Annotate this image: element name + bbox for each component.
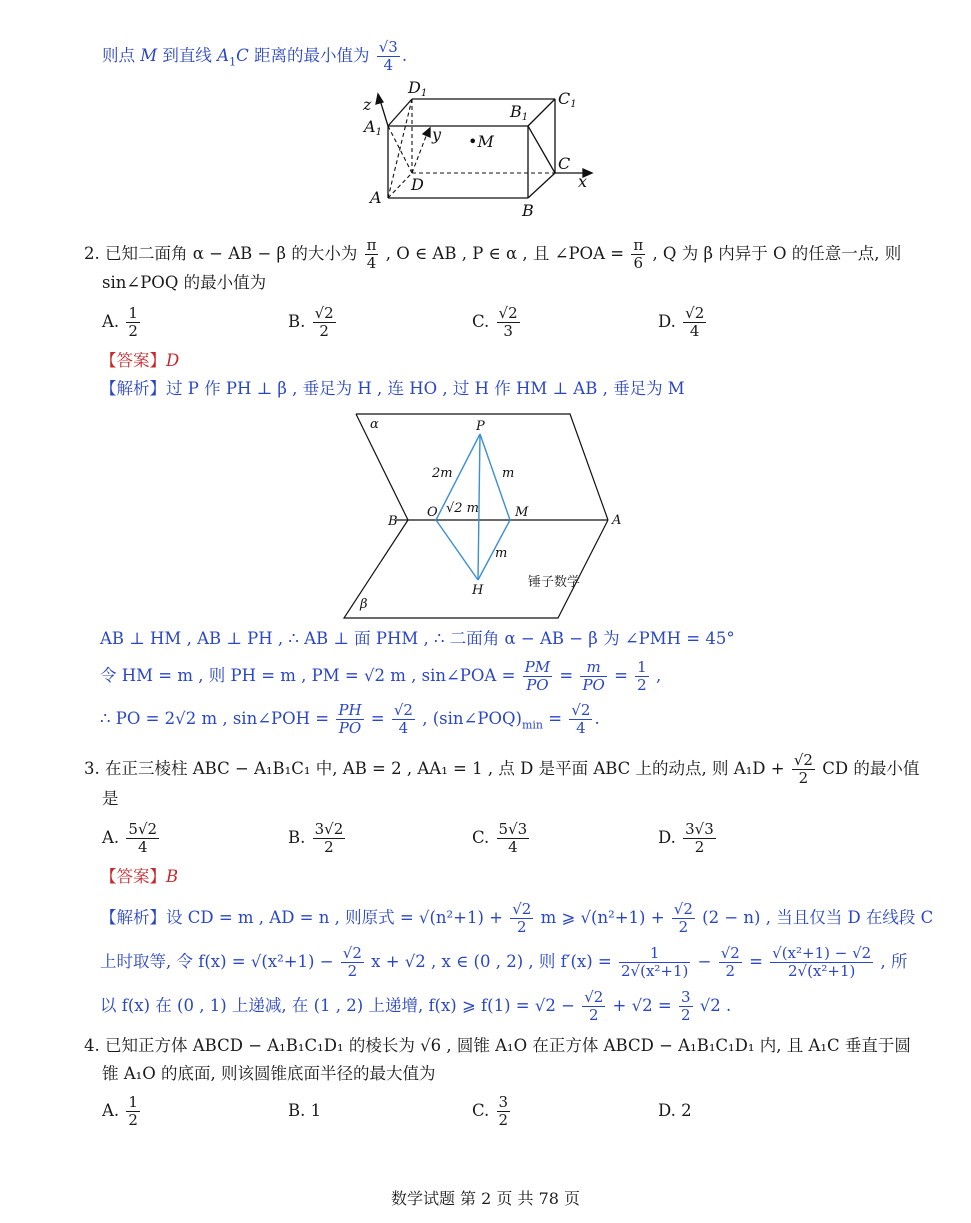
label-P: P	[476, 419, 485, 434]
edge-B1C	[528, 126, 555, 173]
q3-analysis-line1: 【解析】设 CD = m , AD = n , 则原式 = √(n²+1) + $\frac{√2}{2}$ m ⩾ √(n²+1) + $\frac{√2}{2}$ (2 − n) , 当且仅当 D 在线段 C	[100, 900, 934, 936]
label-D1: D1	[408, 78, 428, 99]
q1-conclusion: 则点 M 到直线 $A_1C$ 距离的最小值为 $\frac{√3}{4}$ .	[102, 38, 408, 74]
q4-stem-line1: 4. 已知正方体 ABCD − A₁B₁C₁D₁ 的棱长为 √6 , 圆锥 A₁O 在正方体 ABCD − A₁B₁C₁D₁ 内, 且 A₁C 垂直于圆	[84, 1036, 911, 1055]
axis-z	[380, 100, 388, 126]
q2-option-b[interactable]: B. $\frac{√2}{2}$	[288, 304, 334, 340]
label-C1: C1	[558, 89, 577, 110]
label-M: •M	[468, 132, 494, 151]
plane-beta	[344, 520, 608, 618]
label-H: H	[472, 583, 484, 598]
label-D: D	[411, 175, 424, 194]
edge-AD-dashed	[388, 173, 412, 198]
q2-option-c[interactable]: C. $\frac{√2}{3}$	[472, 304, 518, 340]
label-B1: B1	[510, 102, 529, 123]
label-PM-length: m	[502, 466, 515, 481]
label-PO-length: 2m	[432, 466, 453, 481]
q2-stem-line1: 2. 已知二面角 α − AB − β 的大小为 $\frac{\pi}{4}$ , O ∈ AB , P ∈ α , 且 ∠POA = $\frac{\pi}{6}$ , Q 为 β 内异于 O 的任意一点, 则	[84, 236, 902, 272]
plane-alpha-left	[356, 414, 408, 520]
q4-option-c[interactable]: C. $\frac{3}{2}$	[472, 1093, 509, 1129]
q2-answer: 【答案】D	[100, 351, 180, 370]
q3-option-d[interactable]: D. $\frac{3√3}{2}$	[658, 820, 714, 856]
watermark: 锤子数学	[528, 575, 581, 590]
q3-stem-line2: 是	[102, 789, 119, 808]
axis-y-dashed	[412, 131, 428, 173]
label-C: C	[558, 154, 571, 173]
edge-BC	[528, 173, 555, 198]
segment-OH	[436, 520, 478, 580]
axis-z-arrow	[376, 94, 383, 104]
q2-analysis-line2: AB ⊥ HM , AB ⊥ PH , ∴ AB ⊥ 面 PHM , ∴ 二面角 α − AB − β 为 ∠PMH = 45°	[100, 629, 735, 648]
label-M: M	[515, 505, 529, 520]
q3-option-a[interactable]: A. $\frac{5√2}{4}$	[102, 820, 158, 856]
label-A: A	[612, 513, 622, 528]
label-OM-length: √2 m	[446, 501, 480, 516]
label-A: A	[370, 188, 382, 207]
label-alpha: α	[370, 417, 379, 432]
q3-option-b[interactable]: B. $\frac{3√2}{2}$	[288, 820, 344, 856]
q4-option-a[interactable]: A. $\frac{1}{2}$	[102, 1093, 138, 1129]
label-O: O	[427, 505, 438, 520]
label-y: y	[432, 125, 442, 144]
edge-A1D1	[388, 99, 412, 126]
figure-cuboid	[350, 76, 610, 221]
q3-analysis-line2: 上时取等, 令 f(x) = √(x²+1) − $\frac{√2}{2}$ x + √2 , x ∈ (0 , 2) , 则 f′(x) = $\frac{1}{\text{2√(x²+1)}}$ − $\frac{√2}{2}$ = $\frac{\text{√(x²+1) − √2}}{\text{2√(x²+1)}}$ , 所	[100, 944, 908, 980]
q3-stem-line1: 3. 在正三棱柱 ABC − A₁B₁C₁ 中, AB = 2 , AA₁ = 1 , 点 D 是平面 ABC 上的动点, 则 A₁D + $\frac{√2}{2}$ CD 的最小值	[84, 751, 920, 787]
q1-fraction: $\frac{√3}{4}$	[378, 38, 398, 74]
q2-analysis-line3: 令 HM = m , 则 PH = m , PM = √2 m , sin∠POA = $\frac{PM}{PO}$ = $\frac{m}{PO}$ = $\frac{1}{2}$ ,	[100, 658, 662, 694]
label-B: B	[522, 201, 534, 220]
q3-answer: 【答案】B	[100, 867, 179, 886]
q4-stem-line2: 锥 A₁O 的底面, 则该圆锥底面半径的最大值为	[102, 1064, 436, 1083]
q2-stem-line2: sin∠POQ 的最小值为	[102, 273, 267, 292]
axis-y-arrow	[423, 128, 430, 137]
label-z: z	[363, 95, 372, 114]
edge-B1C1	[528, 99, 555, 126]
q4-option-b[interactable]: B. 1	[288, 1101, 322, 1120]
label-HM-length: m	[495, 546, 508, 561]
q2-analysis-line1: 【解析】过 P 作 PH ⊥ β , 垂足为 H , 连 HO , 过 H 作 HM ⊥ AB , 垂足为 M	[100, 379, 685, 398]
q3-analysis-line3: 以 f(x) 在 (0 , 1) 上递减, 在 (1 , 2) 上递增, f(x) ⩾ f(1) = √2 − $\frac{√2}{2}$ + √2 = $\frac{3}{2}$ √2 .	[100, 988, 732, 1024]
page-footer: 数学试题 第 2 页 共 78 页	[390, 1189, 581, 1208]
label-A1: A1	[364, 117, 382, 138]
figure-dihedral	[340, 408, 640, 623]
q2-analysis-line4: ∴ PO = 2√2 m , sin∠POH = $\frac{PH}{PO}$ = $\frac{√2}{4}$ , $(\sin\angle POQ)_{min}$ = $\frac{√2}{4}$ .	[100, 701, 600, 737]
q2-option-a[interactable]: A. $\frac{1}{2}$	[102, 304, 138, 340]
label-x: x	[578, 172, 588, 191]
diag-D1A-dashed	[388, 99, 412, 198]
label-B: B	[388, 514, 398, 529]
label-beta: β	[360, 597, 368, 612]
q4-option-d[interactable]: D. 2	[658, 1101, 692, 1120]
q2-option-d[interactable]: D. $\frac{√2}{4}$	[658, 304, 705, 340]
q3-option-c[interactable]: C. $\frac{5√3}{4}$	[472, 820, 528, 856]
